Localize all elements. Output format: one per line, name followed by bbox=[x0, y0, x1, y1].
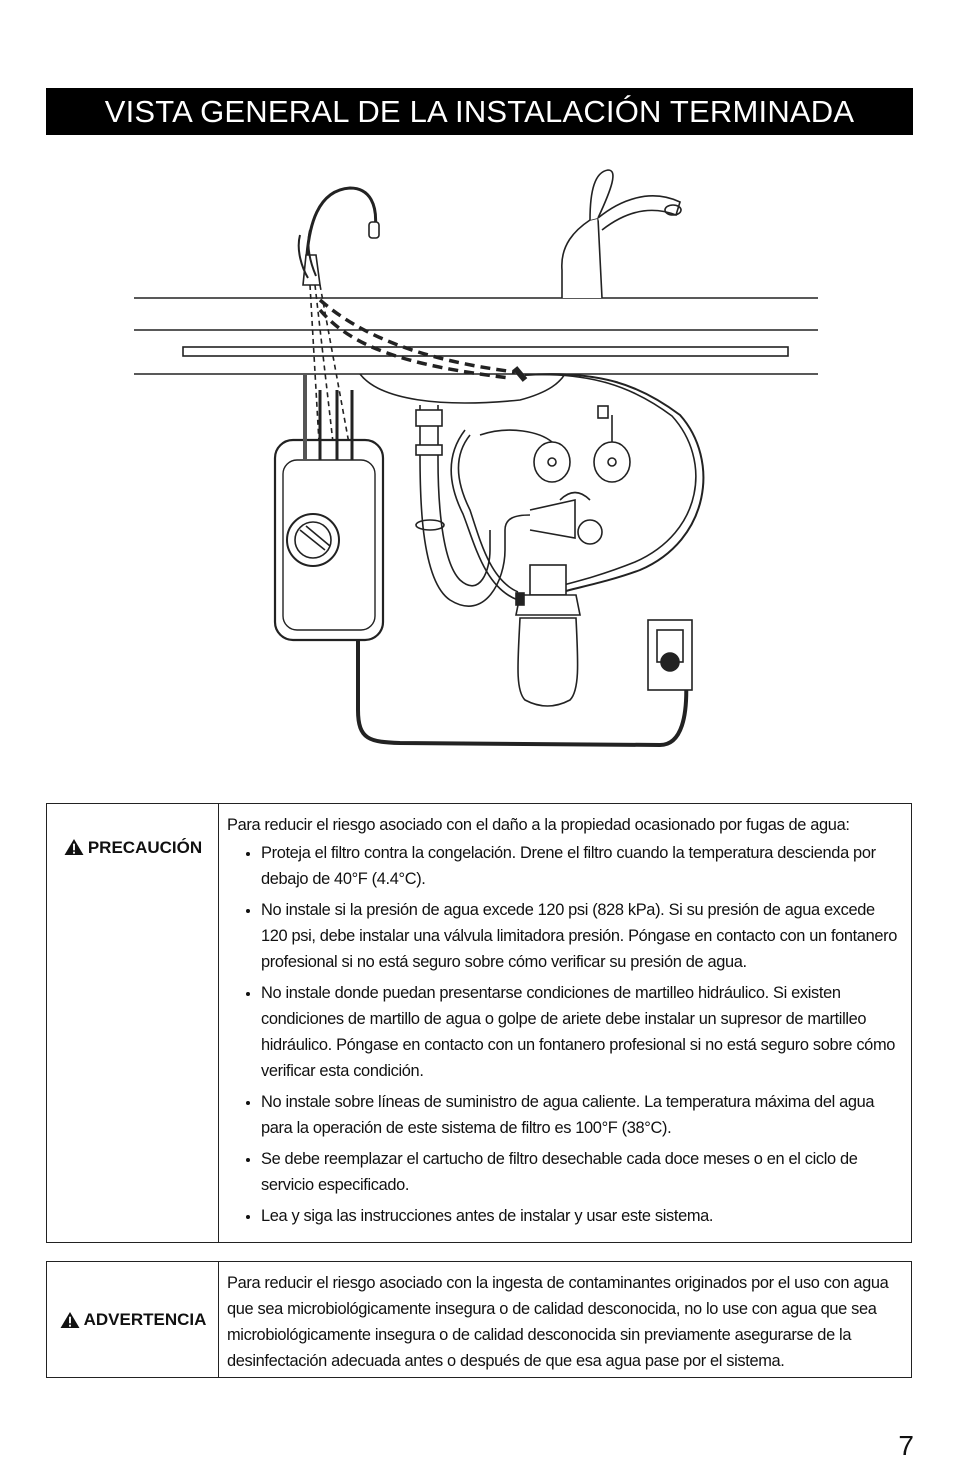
caution-item: • No instale sobre líneas de suministro de agua caliente. La temperatura máxima del agua para la operación de este sistema de filtro es 100°F (38°C). bbox=[261, 1089, 901, 1141]
warning-triangle-icon bbox=[63, 838, 85, 856]
caution-item: • Lea y siga las instrucciones antes de instalar y usar este sistema. bbox=[261, 1203, 901, 1229]
warning-label-cell bbox=[47, 1262, 219, 1377]
caution-item: • No instale donde puedan presentarse condiciones de martilleo hidráulico. Si existen condiciones de martillo de agua o golpe de ariete debe instalar un supresor de martilleo hidráulico. Póngase en contacto con un fontanero profesional si no está seguro sobre cómo verificar esta condición. bbox=[261, 980, 901, 1084]
warning-content: Para reducir el riesgo asociado con la ingesta de contaminantes originados por el uso con agua que sea microbiológicamente insegura o de calidad desconocida, no lo use con agua que sea microbiológicamente insegura o de calidad desconocida sin previamente asegurarse de la desinfectación adecuada antes o después de que esa agua pase por el sistema. bbox=[227, 1274, 889, 1370]
caution-box bbox=[46, 803, 912, 1243]
warning-triangle-icon bbox=[59, 1311, 81, 1329]
page-title: VISTA GENERAL DE LA INSTALACIÓN TERMINADA bbox=[46, 88, 913, 135]
caution-item: • Se debe reemplazar el cartucho de filtro desechable cada doce meses o en el ciclo de servicio especificado. bbox=[261, 1146, 901, 1198]
page-number: 7 bbox=[898, 1430, 914, 1461]
caution-label: PRECAUCIÓN bbox=[87, 838, 203, 857]
installation-diagram bbox=[120, 160, 840, 760]
caution-item: • Proteja el filtro contra la congelación. Drene el filtro cuando la temperatura descienda por debajo de 40°F (4.4°C). bbox=[261, 840, 901, 892]
warning-box bbox=[46, 1261, 912, 1378]
caution-list bbox=[227, 840, 901, 1229]
caution-content bbox=[219, 804, 911, 1242]
caution-intro: Para reducir el riesgo asociado con el daño a la propiedad ocasionado por fugas de agua: bbox=[227, 816, 850, 834]
caution-item: • No instale si la presión de agua excede 120 psi (828 kPa). Si su presión de agua excede 120 psi, debe instalar una válvula limitadora presión. Póngase en contacto con un fontanero profesional si no está seguro sobre cómo verificar su presión de agua. bbox=[261, 897, 901, 975]
sink-rim bbox=[183, 347, 788, 356]
caution-label-cell bbox=[47, 804, 219, 1242]
warning-label: ADVERTENCIA bbox=[83, 1309, 207, 1329]
